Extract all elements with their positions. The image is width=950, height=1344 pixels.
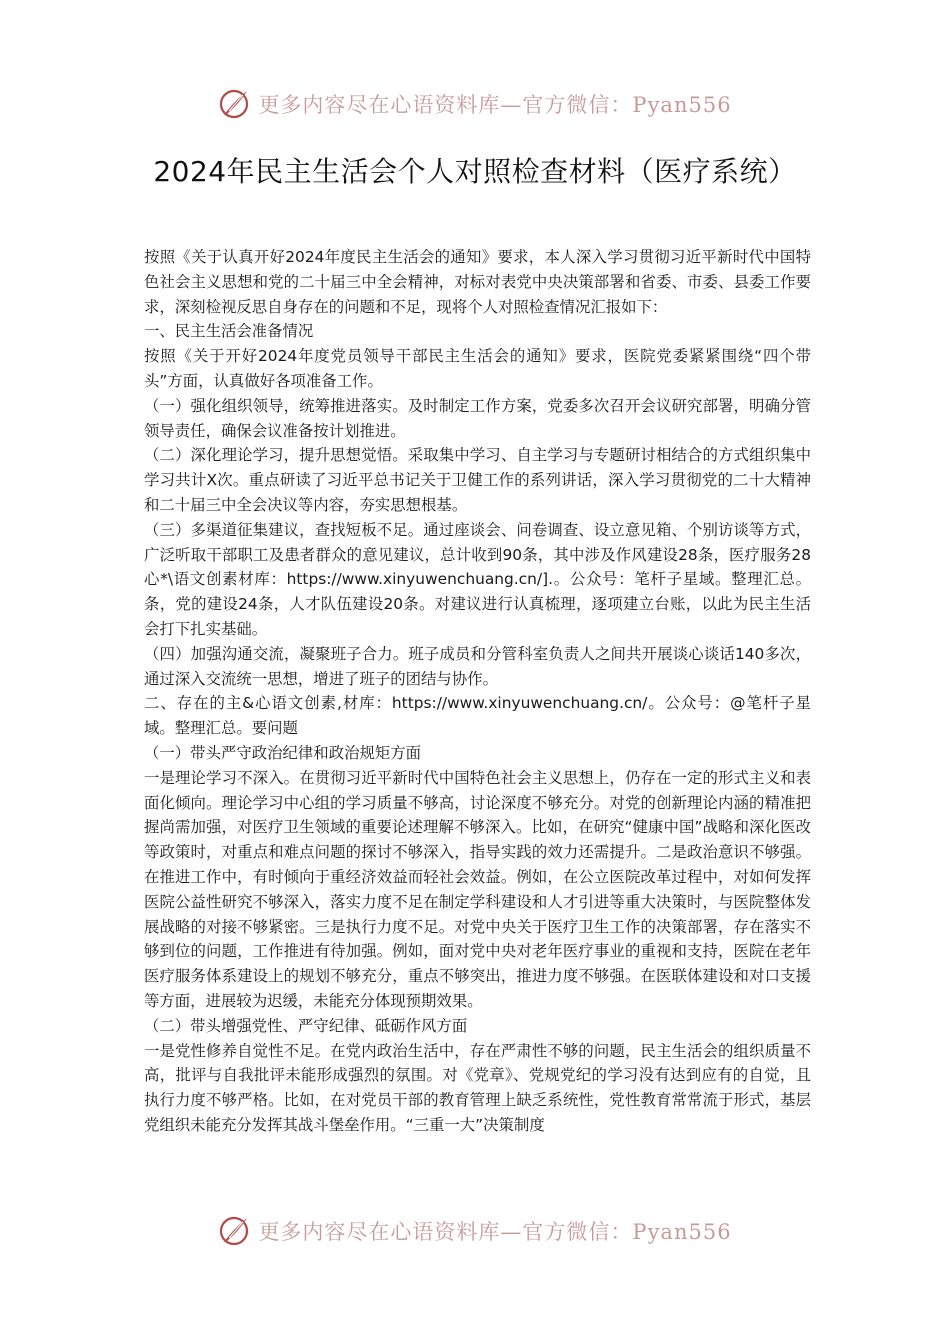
paragraph: （二）深化理论学习，提升思想觉悟。采取集中学习、自主学习与专题研讨相结合的方式组织集中学习共计X次。重点研读了习近平总书记关于卫健工作的系列讲话，深入学习贯彻党的二十大精神和二十届三中全会决议等内容，夯实思想根基。 <box>144 446 811 514</box>
subsection-heading: （一）带头严守政治纪律和政治规矩方面 <box>144 743 422 762</box>
paragraph: 一是党性修养自觉性不足。在党内政治生活中，存在严肃性不够的问题，民主生活会的组织质量不高，批评与自我批评未能形成强烈的氛围。对《党章》、党规党纪的学习没有达到应有的自觉，且执行力度不够严格。比如，在对党员干部的教育管理上缺乏系统性，党性教育常常流于形式，基层党组织未能充分发挥其战斗堡垒作用。“三重一大”决策制度 <box>144 1041 811 1134</box>
banner-text: 更多内容尽在心语资料库—官方微信：Pyan556 <box>258 1220 732 1244</box>
document-body <box>144 245 811 1138</box>
paragraph: （四）加强沟通交流，凝聚班子合力。班子成员和分管科室负责人之间共开展谈心谈话140多次，通过深入交流统一思想，增进了班子的团结与协作。 <box>144 644 811 688</box>
banner-text: 更多内容尽在心语资料库—官方微信：Pyan556 <box>258 93 732 117</box>
header-banner <box>0 84 950 124</box>
intro-paragraph: 按照《关于认真开好2024年度民主生活会的通知》要求，本人深入学习贯彻习近平新时代中国特色社会主义思想和党的二十届三中全会精神，对标对表党中央决策部署和省委、市委、县委工作要求，深刻检视反思自身存在的问题和不足，现将个人对照检查情况汇报如下： <box>144 248 811 316</box>
quill-logo-icon <box>218 87 252 121</box>
section-heading: 二、存在的主&心语文创素,材库：https://www.xinyuwenchuang.cn/。公众号：@笔杆子星域。整理汇总。要问题 <box>144 694 811 738</box>
paragraph: 按照《关于开好2024年度党员领导干部民主生活会的通知》要求，医院党委紧紧围绕“四个带头”方面，认真做好各项准备工作。 <box>144 347 811 390</box>
paragraph: （三）多渠道征集建议，查找短板不足。通过座谈会、问卷调查、设立意见箱、个别访谈等方式，广泛听取干部职工及患者群众的意见建议，总计收到90条，其中涉及作风建设28条，医疗服务28心*\语文创素材库：https://www.xinyuwenchuang.cn/].。公众号：笔杆子星域。整理汇总。条，党的建设24条，人才队伍建设20条。对建议进行认真梳理，逐项建立台账，以此为民主生活会打下扎实基础。 <box>144 520 811 638</box>
section-heading: 一、民主生活会准备情况 <box>144 322 314 341</box>
quill-logo-icon <box>218 1214 252 1248</box>
subsection-heading: （二）带头增强党性、严守纪律、砥砺作风方面 <box>144 1016 468 1035</box>
paragraph: 一是理论学习不深入。在贯彻习近平新时代中国特色社会主义思想上，仍存在一定的形式主义和表面化倾向。理论学习中心组的学习质量不够高，讨论深度不够充分。对党的创新理论内涵的精准把握尚需加强，对医疗卫生领域的重要论述理解不够深入。比如，在研究“健康中国”战略和深化医改等政策时，对重点和难点问题的探讨不够深入，指导实践的效力还需提升。二是政治意识不够强。在推进工作中，有时倾向于重经济效益而轻社会效益。例如，在公立医院改革过程中，对如何发挥医院公益性研究不够深入，落实力度不足在制定学科建设和人才引进等重大决策时，与医院整体发展战略的对接不够紧密。三是执行力度不足。对党中央关于医疗卫生工作的决策部署，存在落实不够到位的问题，工作推进有待加强。例如，面对党中央对老年医疗事业的重视和支持，医院在老年医疗服务体系建设上的规划不够充分，重点不够突出，推进力度不够强。在医联体建设和对口支援等方面，进展较为迟缓，未能充分体现预期效果。 <box>144 768 811 1010</box>
document-title: 2024年民主生活会个人对照检查材料（医疗系统） <box>153 155 797 188</box>
footer-banner <box>0 1211 950 1251</box>
paragraph: （一）强化组织领导，统筹推进落实。及时制定工作方案，党委多次召开会议研究部署，明确分管领导责任，确保会议准备按计划推进。 <box>144 396 811 440</box>
